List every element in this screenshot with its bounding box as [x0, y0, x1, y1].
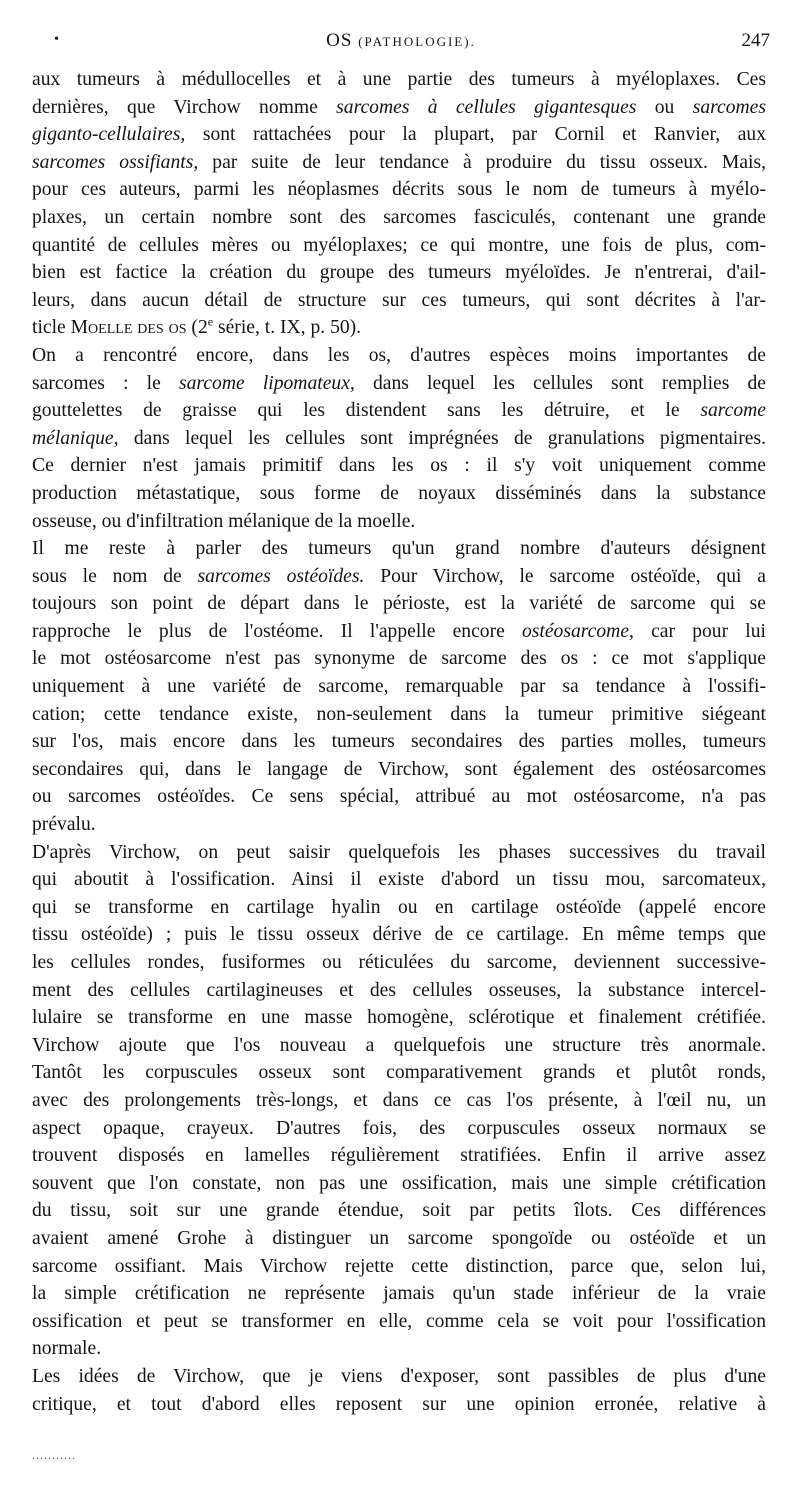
text-line [32, 949, 766, 977]
text-run: quantité de cellules mères ou myéloplaxes; ce qui montre, une fois de plus, com- [32, 234, 766, 256]
italic-run: sarcomes ossifiants, [32, 151, 199, 173]
text-line [32, 673, 766, 701]
text-line [32, 1363, 766, 1391]
text-line [32, 1253, 766, 1281]
header-mark: • [54, 32, 59, 47]
page-number: 247 [741, 30, 770, 51]
text-line [32, 1170, 766, 1198]
text-line [32, 1032, 766, 1060]
text-line [32, 1115, 766, 1143]
text-line [32, 618, 766, 646]
text-run: qui aboutit à l'ossification. Ainsi il existe d'abord un tissu mou, sarcomateux, [32, 869, 766, 891]
text-line [32, 232, 766, 260]
text-line [32, 783, 766, 811]
text-line [32, 1059, 766, 1087]
text-line [32, 590, 766, 618]
italic-run: ostéosarcome, [522, 620, 634, 642]
text-run: Ce dernier n'est jamais primitif dans les os : il s'y voit uniquement comme [32, 455, 766, 477]
text-run: Il me reste à parler des tumeurs qu'un grand nombre d'auteurs désignent [32, 538, 766, 560]
text-line [32, 894, 766, 922]
header-title [32, 30, 770, 52]
text-run: souvent que l'on constate, non pas une ossification, mais une simple crétification [32, 1172, 766, 1194]
text-run: Virchow ajoute que l'os nouveau a quelquefois une structure très anormale. [32, 1034, 766, 1056]
text-line [32, 452, 766, 480]
text-run: car pour lui [633, 620, 766, 642]
text-run: tissu ostéoïde) ; puis le tissu osseux dérive de ce cartilage. En même temps que [32, 924, 766, 946]
text-line [32, 287, 766, 315]
text-run: production métastatique, sous forme de noyaux disséminés dans la substance [32, 482, 766, 504]
text-run: Tantôt les corpuscules osseux sont comparativement grands et plutôt ronds, [32, 1062, 766, 1084]
text-run: plaxes, un certain nombre sont des sarcomes fasciculés, contenant une grande [32, 206, 766, 228]
text-line [32, 977, 766, 1005]
text-line [32, 66, 766, 94]
text-line [32, 1280, 766, 1308]
italic-run: giganto-cellulaires, [32, 124, 186, 146]
text-line [32, 94, 766, 122]
text-run: ment des cellules cartilagineuses et des cellules osseuses, la substance intercel- [32, 979, 766, 1001]
text-run: pour ces auteurs, parmi les néoplasmes décrits sous le nom de tumeurs à myélo- [32, 179, 766, 201]
text-line [32, 121, 766, 149]
text-run: Pour Virchow, le sarcome ostéoïde, qui a [364, 565, 766, 587]
text-line [32, 480, 766, 508]
text-line [32, 259, 766, 287]
text-line [32, 425, 766, 453]
text-line [32, 370, 766, 398]
text-run: aux tumeurs à médullocelles et à une partie des tumeurs à myéloplaxes. Ces [32, 69, 766, 90]
text-line [32, 314, 766, 342]
text-run: du tissu, soit sur une grande étendue, soit par petits îlots. Ces différences [32, 1200, 766, 1222]
text-line [32, 535, 766, 563]
text-line [32, 811, 766, 839]
text-run: cation; cette tendance existe, non-seulement dans la tumeur primitive siégeant [32, 703, 766, 725]
text-run: sarcome ossifiant. Mais Virchow rejette cette distinction, parce que, selon lui, [32, 1255, 766, 1277]
text-run: (2 [186, 317, 208, 339]
italic-run: sarcome [700, 400, 766, 422]
text-run: les cellules rondes, fusiformes ou réticulées du sarcome, deviennent successive- [32, 952, 766, 973]
text-line [32, 921, 766, 949]
text-run: dernières, que Virchow nomme [32, 96, 337, 118]
text-run: toujours son point de départ dans le périoste, est la variété de sarcome qui se [32, 593, 766, 615]
footer-dots: ........... [32, 1448, 76, 1462]
text-line [32, 866, 766, 894]
small-caps-run: Moelle des os [70, 317, 187, 339]
text-line [32, 1335, 766, 1363]
text-line [32, 204, 766, 232]
text-run: aspect opaque, crayeux. D'autres fois, des corpuscules osseux normaux se [32, 1117, 766, 1139]
text-line [32, 397, 766, 425]
superscript-run: e [207, 314, 214, 329]
text-line [32, 1197, 766, 1225]
italic-run: sarcomes à cellules gigantesques [336, 96, 637, 118]
text-run: dans lequel les cellules sont imprégnées de granulations pigmentaires. [118, 427, 766, 449]
text-line [32, 1142, 766, 1170]
text-line [32, 563, 766, 591]
body-text [32, 66, 766, 1418]
text-run: osseuse, ou d'infiltration mélanique de la moelle. [32, 510, 416, 532]
text-line [32, 645, 766, 673]
text-run: On a rencontré encore, dans les os, d'autres espèces moins importantes de [32, 344, 766, 366]
text-run: avaient amené Grohe à distinguer un sarcome spongoïde ou ostéoïde et un [32, 1227, 766, 1249]
text-line [32, 1004, 766, 1032]
italic-run: sarcomes [692, 96, 766, 118]
text-line [32, 149, 766, 177]
text-run: rapproche le plus de l'ostéome. Il l'appelle encore [32, 620, 522, 642]
text-line [32, 1308, 766, 1336]
italic-run: mélanique, [32, 427, 119, 449]
italic-run: sarcomes ostéoïdes. [197, 565, 365, 587]
text-run: sur l'os, mais encore dans les tumeurs secondaires des parties molles, tumeurs [32, 731, 766, 753]
text-line [32, 1225, 766, 1253]
text-run: uniquement à une variété de sarcome, remarquable par sa tendance à l'ossifi- [32, 676, 766, 698]
text-line [32, 176, 766, 204]
text-line [32, 756, 766, 784]
text-run: lulaire se transforme en une masse homogène, sclérotique et finalement crétifiée. [32, 1007, 766, 1029]
text-line [32, 1087, 766, 1115]
text-run: Les idées de Virchow, que je viens d'exposer, sont passibles de plus d'une [32, 1365, 766, 1387]
text-run: sarcomes : le [32, 372, 179, 394]
text-run: sous le nom de [32, 565, 198, 587]
running-header [32, 30, 770, 54]
text-run: par suite de leur tendance à produire du tissu osseux. Mais, [198, 151, 766, 173]
text-run: critique, et tout d'abord elles reposent sur une opinion erronée, relative à [32, 1393, 766, 1415]
text-run: ossification et peut se transformer en elle, comme cela se voit pour l'ossification [32, 1310, 766, 1332]
text-line [32, 1391, 766, 1419]
text-run: ticle [32, 317, 71, 339]
text-run: dans lequel les cellules sont remplies de [354, 372, 766, 394]
text-line [32, 701, 766, 729]
text-run: qui se transforme en cartilage hyalin ou en cartilage ostéoïde (appelé encore [32, 896, 766, 918]
text-line [32, 508, 766, 536]
text-line [32, 342, 766, 370]
text-run: sont rattachées pour la plupart, par Cornil et Ranvier, aux [185, 124, 766, 146]
text-run: le mot ostéosarcome n'est pas synonyme de sarcome des os : ce mot s'applique [32, 648, 766, 670]
text-run: ou sarcomes ostéoïdes. Ce sens spécial, attribué au mot ostéosarcome, n'a pas [32, 786, 766, 808]
text-run: normale. [32, 1338, 102, 1360]
text-run: secondaires qui, dans le langage de Virchow, sont également des ostéosarcomes [32, 758, 766, 780]
text-line [32, 728, 766, 756]
italic-run: sarcome lipomateux, [179, 372, 355, 394]
text-run: prévalu. [32, 814, 96, 836]
text-run: série, t. IX, p. 50). [213, 317, 362, 339]
header-title-section: (PATHOLOGIE). [358, 34, 476, 49]
text-run: ou [636, 96, 693, 118]
header-title-main: OS [326, 30, 353, 51]
text-run: gouttelettes de graisse qui les distendent sans les détruire, et le [32, 400, 701, 422]
text-run: D'après Virchow, on peut saisir quelquefois les phases successives du travail [32, 841, 766, 863]
text-line [32, 839, 766, 867]
text-run: la simple crétification ne représente jamais qu'un stade inférieur de la vraie [32, 1283, 766, 1305]
text-run: leurs, dans aucun détail de structure sur ces tumeurs, qui sont décrites à l'ar- [32, 289, 766, 311]
text-run: bien est factice la création du groupe des tumeurs myéloïdes. Je n'entrerai, d'ail- [32, 262, 766, 284]
text-run: trouvent disposés en lamelles régulièrement stratifiées. Enfin il arrive assez [32, 1145, 766, 1167]
text-run: avec des prolongements très-longs, et dans ce cas l'os présente, à l'œil nu, un [32, 1089, 766, 1111]
